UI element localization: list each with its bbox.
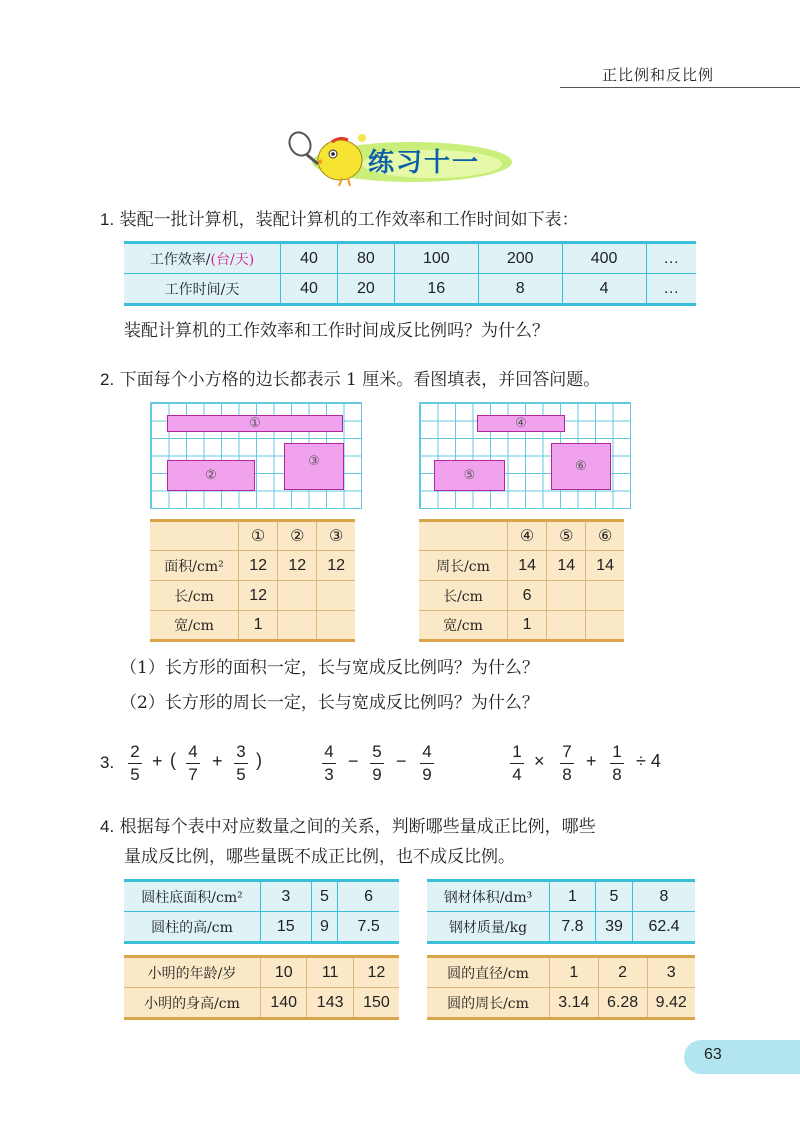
q4-label: 钢材质量/kg [427, 912, 550, 943]
q1-time-cell: 40 [281, 274, 338, 305]
q4-cell: 1 [550, 957, 599, 988]
rectangle-3: ③ [284, 443, 344, 490]
rectangle-4: ④ [477, 415, 565, 432]
fraction: 7 8 [560, 742, 574, 785]
fraction: 4 7 [186, 742, 200, 785]
q4-cell: 15 [261, 912, 312, 943]
times-sign: × [534, 751, 545, 771]
q1-number: 1. [100, 210, 115, 229]
q4-cell: 5 [595, 881, 632, 912]
q1-time-cell: 16 [394, 274, 478, 305]
q4-table-circle [427, 955, 695, 1020]
q2-right-header: ⑥ [586, 521, 624, 551]
q2-text: 下面每个小方格的边长都表示 1 厘米。看图填表，并回答问题。 [119, 370, 601, 390]
q2-right-cell: 1 [508, 611, 547, 641]
right-paren: ) [256, 750, 262, 770]
q1-text: 装配一批计算机，装配计算机的工作效率和工作时间如下表： [119, 210, 579, 230]
q4-table-steel [427, 879, 695, 944]
q4-cell: 8 [633, 881, 695, 912]
q2-left-label: 长/cm [150, 581, 239, 611]
q4-cell: 10 [261, 957, 307, 988]
q2-right-header: ④ [508, 521, 547, 551]
exercise-title: 练习十一 [368, 148, 481, 178]
fraction: 1 8 [610, 742, 624, 785]
q2-left-cell: 12 [317, 551, 355, 581]
q1-eff-cell: 200 [478, 243, 562, 274]
fraction: 3 5 [234, 742, 248, 785]
q2-right-header [419, 521, 508, 551]
q4-number: 4. [100, 817, 115, 836]
q4-label: 小明的身高/cm [124, 988, 261, 1019]
q2-right-header: ⑤ [547, 521, 586, 551]
q4-cell: 150 [353, 988, 399, 1019]
q2-right-cell: 6 [508, 581, 547, 611]
q4-cell: 6 [338, 881, 399, 912]
fraction: 1 4 [510, 742, 524, 785]
q2-left-header [150, 521, 239, 551]
q2-left-header: ③ [317, 521, 355, 551]
q4-cell: 7.5 [338, 912, 399, 943]
q4-prompt [100, 814, 596, 840]
q2-left-cell: 12 [239, 581, 278, 611]
rectangle-2: ② [167, 460, 255, 491]
q2-left-cell[interactable] [278, 611, 317, 641]
q4-table-xiaoming [124, 955, 399, 1020]
q1-row1-label: 工作效率/(台/天) [124, 243, 281, 274]
q2-right-cell: 14 [586, 551, 624, 581]
q2-left-cell: 12 [278, 551, 317, 581]
q1-time-cell: 8 [478, 274, 562, 305]
q2-right-cell[interactable] [547, 581, 586, 611]
q1-question: 装配计算机的工作效率和工作时间成反比例吗？为什么？ [124, 321, 549, 341]
q2-number: 2. [100, 370, 115, 389]
minus-sign: − [348, 751, 359, 771]
q1-eff-cell: 100 [394, 243, 478, 274]
fraction: 2 5 [128, 742, 142, 785]
q4-cell: 62.4 [633, 912, 695, 943]
q2-right-label: 周长/cm [419, 551, 508, 581]
q4-table-cylinder [124, 879, 399, 944]
q2-left-header: ① [239, 521, 278, 551]
q4-cell: 3 [261, 881, 312, 912]
q4-cell: 3.14 [550, 988, 599, 1019]
divide-tail: ÷ 4 [636, 751, 661, 771]
q1-eff-cell: 400 [562, 243, 646, 274]
plus-sign: + [152, 751, 163, 771]
rectangle-1: ① [167, 415, 343, 432]
chick-mascot-icon [315, 138, 362, 186]
q1-row2-label: 工作时间/天 [124, 274, 281, 305]
q4-label: 圆的周长/cm [427, 988, 550, 1019]
q2-right-cell: 14 [508, 551, 547, 581]
q4-cell: 1 [550, 881, 596, 912]
q2-right-cell[interactable] [547, 611, 586, 641]
q4-cell: 5 [311, 881, 338, 912]
q4-label: 钢材体积/dm³ [427, 881, 550, 912]
rectangle-6: ⑥ [551, 443, 611, 490]
q2-right-cell[interactable] [586, 581, 624, 611]
page-badge [684, 1040, 800, 1074]
rectangle-5: ⑤ [434, 460, 505, 491]
grid-left [150, 402, 362, 509]
q2-left-label: 宽/cm [150, 611, 239, 641]
tennis-racket-icon [285, 129, 318, 164]
q4-cell: 2 [598, 957, 647, 988]
header-rule [560, 87, 800, 88]
q1-time-cell: 20 [337, 274, 394, 305]
minus-sign: − [396, 751, 407, 771]
q4-text-line1: 根据每个表中对应数量之间的关系，判断哪些量成正比例，哪些 [119, 817, 596, 837]
q2-left-cell[interactable] [278, 581, 317, 611]
q2-right-label: 宽/cm [419, 611, 508, 641]
q1-time-cell: … [646, 274, 696, 305]
page-number: 63 [704, 1046, 722, 1063]
q2-right-cell[interactable] [586, 611, 624, 641]
q4-label: 小明的年龄/岁 [124, 957, 261, 988]
q4-text-line2: 量成反比例，哪些量既不成正比例，也不成反比例。 [124, 847, 515, 867]
ball-icon [358, 134, 366, 142]
grid-right [419, 402, 631, 509]
fraction: 5 9 [370, 742, 384, 785]
q2-left-cell: 1 [239, 611, 278, 641]
q4-cell: 9 [311, 912, 338, 943]
q2-right-label: 长/cm [419, 581, 508, 611]
q2-left-label: 面积/cm² [150, 551, 239, 581]
q2-right-cell: 14 [547, 551, 586, 581]
q2-sub2: （2）长方形的周长一定，长与宽成反比例吗？为什么？ [120, 693, 539, 713]
q4-cell: 140 [261, 988, 307, 1019]
q4-label: 圆柱底面积/cm² [124, 881, 261, 912]
q2-left-header: ② [278, 521, 317, 551]
q3-number: 3. [100, 753, 115, 772]
q1-time-cell: 4 [562, 274, 646, 305]
q4-cell: 39 [595, 912, 632, 943]
q2-left-table [150, 519, 355, 642]
q1-eff-cell: 40 [281, 243, 338, 274]
q1-table [124, 241, 696, 306]
q4-cell: 12 [353, 957, 399, 988]
q2-prompt [100, 367, 600, 393]
fraction: 4 9 [420, 742, 434, 785]
q4-cell: 9.42 [647, 988, 695, 1019]
q2-left-cell[interactable] [317, 611, 355, 641]
q4-cell: 11 [307, 957, 353, 988]
q4-cell: 3 [647, 957, 695, 988]
left-paren: ( [170, 750, 176, 770]
q2-right-table [419, 519, 624, 642]
q4-label: 圆的直径/cm [427, 957, 550, 988]
section-title: 正比例和反比例 [601, 66, 714, 84]
q4-cell: 7.8 [550, 912, 596, 943]
q2-left-cell[interactable] [317, 581, 355, 611]
q1-eff-cell: … [646, 243, 696, 274]
q1-eff-cell: 80 [337, 243, 394, 274]
q4-cell: 143 [307, 988, 353, 1019]
plus-sign: + [586, 751, 597, 771]
q2-sub1: （1）长方形的面积一定，长与宽成反比例吗？为什么？ [120, 658, 539, 678]
q4-cell: 6.28 [598, 988, 647, 1019]
q1-prompt [100, 207, 579, 233]
plus-sign: + [212, 751, 223, 771]
q2-left-cell: 12 [239, 551, 278, 581]
q4-label: 圆柱的高/cm [124, 912, 261, 943]
fraction: 4 3 [322, 742, 336, 785]
